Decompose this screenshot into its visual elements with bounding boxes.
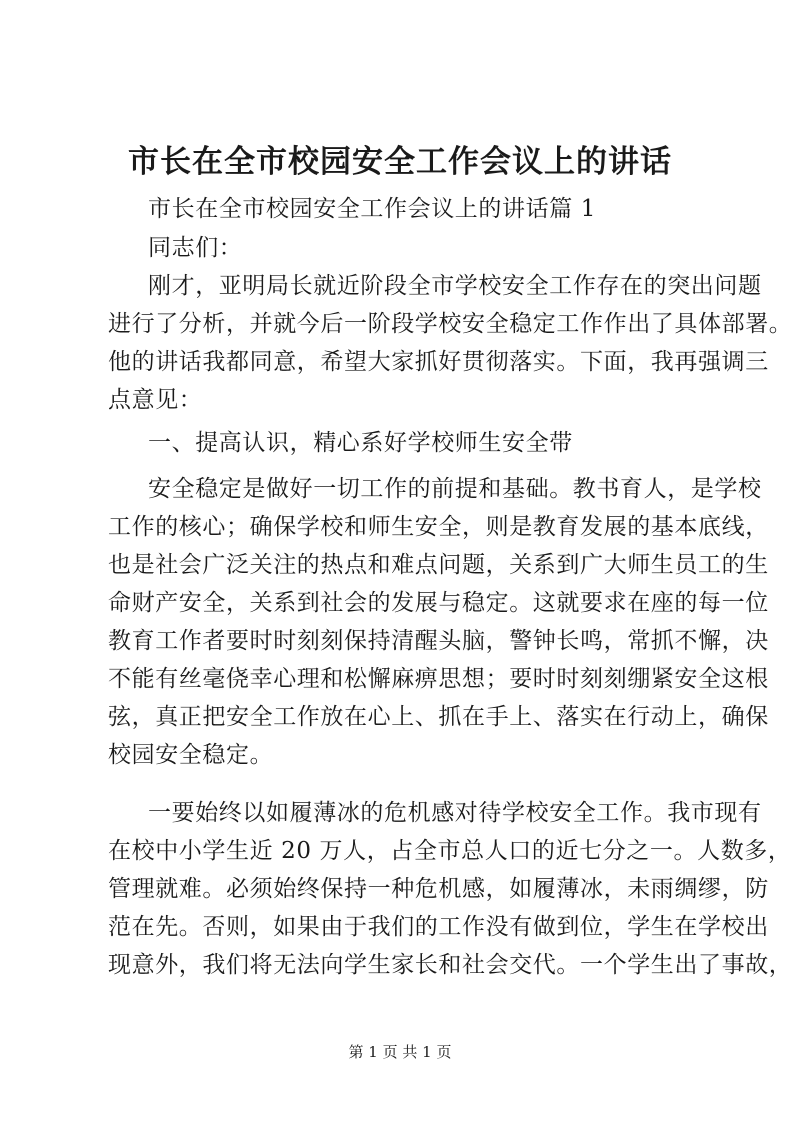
paragraph-line: 现意外，我们将无法向学生家长和社会交代。一个学生出了事故， [108,952,793,978]
paragraph-line: 命财产安全，关系到社会的发展与稳定。这就要求在座的每一位 [108,590,769,616]
document-subtitle: 市长在全市校园安全工作会议上的讲话篇 1 [148,196,596,222]
paragraph-line: 在校中小学生近 20 万人，占全市总人口的近七分之一。人数多， [108,838,792,864]
paragraph-line: 管理就难。必须始终保持一种危机感，如履薄冰，未雨绸缪，防 [108,876,769,902]
greeting: 同志们： [148,235,243,261]
paragraph-line: 弦，真正把安全工作放在心上、抓在手上、落实在行动上，确保 [108,704,769,730]
paragraph-line: 校园安全稳定。 [108,742,274,768]
document-title: 市长在全市校园安全工作会议上的讲话 [128,144,672,180]
section-heading: 一、提高认识，精心系好学校师生安全带 [148,430,573,456]
paragraph-line: 刚才，亚明局长就近阶段全市学校安全工作存在的突出问题 [148,273,762,299]
paragraph-line: 安全稳定是做好一切工作的前提和基础。教书育人，是学校 [148,476,762,502]
paragraph-line: 不能有丝毫侥幸心理和松懈麻痹思想；要时时刻刻绷紧安全这根 [108,666,769,692]
paragraph-line: 点意见： [108,387,203,413]
paragraph-line: 也是社会广泛关注的热点和难点问题，关系到广大师生员工的生 [108,552,769,578]
paragraph-line: 他的讲话我都同意，希望大家抓好贯彻落实。下面，我再强调三 [108,349,769,375]
paragraph-line: 进行了分析，并就今后一阶段学校安全稳定工作作出了具体部署。 [108,311,793,337]
paragraph-line: 一要始终以如履薄冰的危机感对待学校安全工作。我市现有 [148,800,762,826]
paragraph-line: 工作的核心；确保学校和师生安全，则是教育发展的基本底线， [108,514,769,540]
page-footer: 第 1 页 共 1 页 [348,1043,452,1061]
paragraph-line: 范在先。否则，如果由于我们的工作没有做到位，学生在学校出 [108,914,769,940]
paragraph-line: 教育工作者要时时刻刻保持清醒头脑，警钟长鸣，常抓不懈，决 [108,628,769,654]
